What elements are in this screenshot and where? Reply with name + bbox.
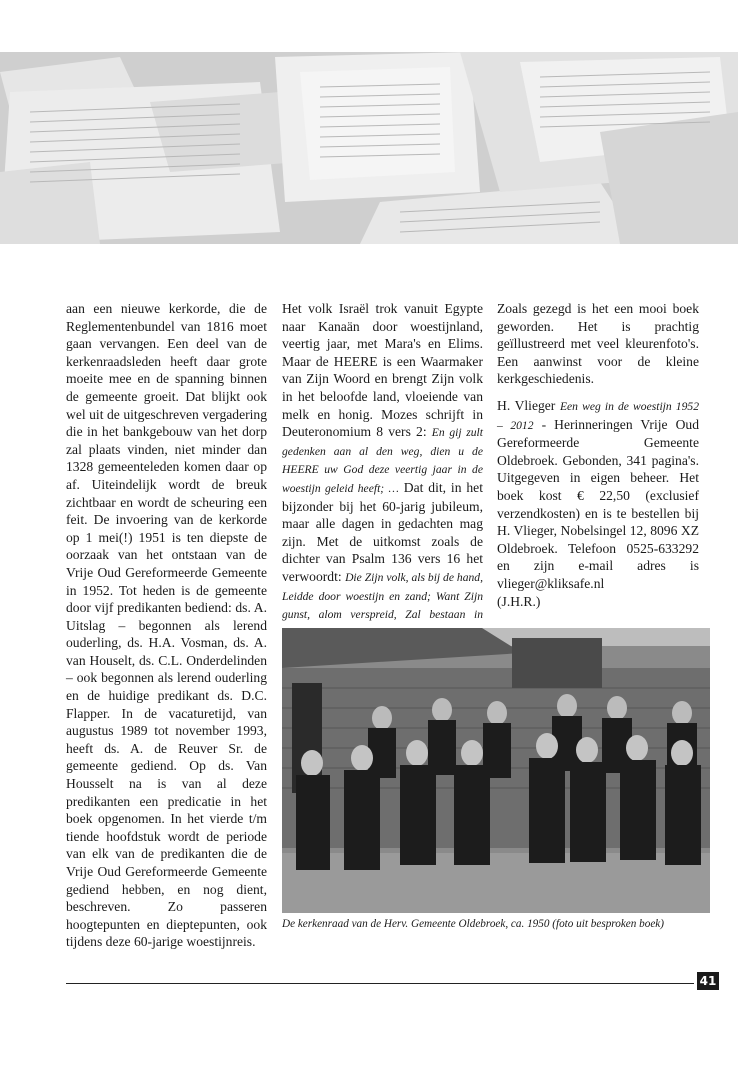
deuteronomy-quote: En gij zult gedenken aan al den weg, dien u de HEERE uw God deze veertig jaar in de woestijn geleid heeft; … [282, 426, 483, 495]
column-2-text-b: Dat dit, in het bijzonder bij het 60-jarig jubileum, maar alle dagen in gedachten mag zijn. Met de uitkomst zoals de dichter van Psalm 136 vers 16 het verwoordt: [282, 479, 483, 584]
book-details [497, 397, 699, 593]
column-2-text-a: Het volk Israël trok vanuit Egypte naar Kanaän door woestijnland, veertig jaar, met Mara's en Elims. Maar de HEERE is een Waarmaker van Zijn Woord en brengt Zijn volk in het beloofde land, vloeiende van melk en honig. Mozes schrijft in Deuteronomium 8 vers 2: [282, 301, 483, 440]
column-1-paragraph: aan een nieuwe kerkorde, die de Reglementenbundel van 1816 moet gaan vervangen. Een deel van de kerkenraadsleden heeft daar grote moeite mee en de spanning binnen de gemeente groeit. Dat blijkt ook wel uit de uitgeschreven vergadering die in het bankgebouw van het dorp zal plaats vinden, niet minder dan 1328 gemeenteleden komen daar op af. Uiteindelijk wordt de breuk zichtbaar en wordt de scheuring een feit. De invoering van de kerkorde op 1 mei(!) 1951 is ten diepste de oorzaak van het ontstaan van de Vrije Oud Gereformeerde Gemeente in 1952. Tot heden is de gemeente door vijf predikanten bediend: ds. A. Uitslag – begonnen als lerend ouderling, ds. H.A. Vosman, ds. A. van Houselt, ds. C.L. Onderdelinden – ook begonnen als lerend ouderling en de huidige predikant ds. D.C. Flapper. In de vacaturetijd, van augustus 1989 tot november 1993, heeft ds. A. de Reuver Sr. de gemeente gediend. Op ds. Van Housselt na is van al deze predikanten een predicatie in het boek opgenomen. In het vierde t/m tiende hoofdstuk wordt de periode van elk van de predikanten die de Vrije Oud Gereformeerde Gemeente gediend hebben, en nog dient, beschreven. Zo passeren hoogtepunten en dieptepunten, ook tijdens deze 60-jarige woestijnreis. [66, 301, 267, 950]
kerkenraad-photo [282, 628, 710, 913]
header-books-image [0, 52, 738, 244]
book-author: H. Vlieger [497, 397, 560, 413]
column-2-paragraph [282, 300, 483, 642]
footer-rule [66, 983, 694, 984]
page-number: 41 [697, 972, 719, 990]
book-info: - Herinneringen Vrije Oud Gereformeerde Gemeente Oldebroek. Gebonden, 341 pagina's. Uitgegeven in eigen beheer. Het boek kost € 22,50 (exclusief verzendkosten) en is te bestellen bij H. Vlieger, Nobelsingel 12, 8096 XZ Oldebroek. Telefoon 0525-633292 en zijn e-mail adres is vlieger@kliksafe.nl [497, 416, 699, 591]
book-title: Een weg in de woestijn 1952 – 2012 [497, 399, 699, 432]
column-3-paragraph-1: Zoals gezegd is het een mooi boek geworden. Het is prachtig geïllustreerd met veel kleurenfoto's. Een aanwinst voor de kleine kerkgeschiedenis. [497, 301, 699, 387]
photo-caption: De kerkenraad van de Herv. Gemeente Oldebroek, ca. 1950 (foto uit besproken boek) [282, 918, 664, 930]
text-column-3 [497, 300, 699, 610]
psalm-quote: Die Zijn volk, als bij de hand, Leidde door woestijn en zand; Want Zijn gunst, alom verspreid, Zal bestaan in [282, 570, 483, 622]
text-column-1 [66, 300, 267, 951]
signature: (J.H.R.) [497, 593, 541, 609]
text-column-2 [282, 300, 483, 642]
